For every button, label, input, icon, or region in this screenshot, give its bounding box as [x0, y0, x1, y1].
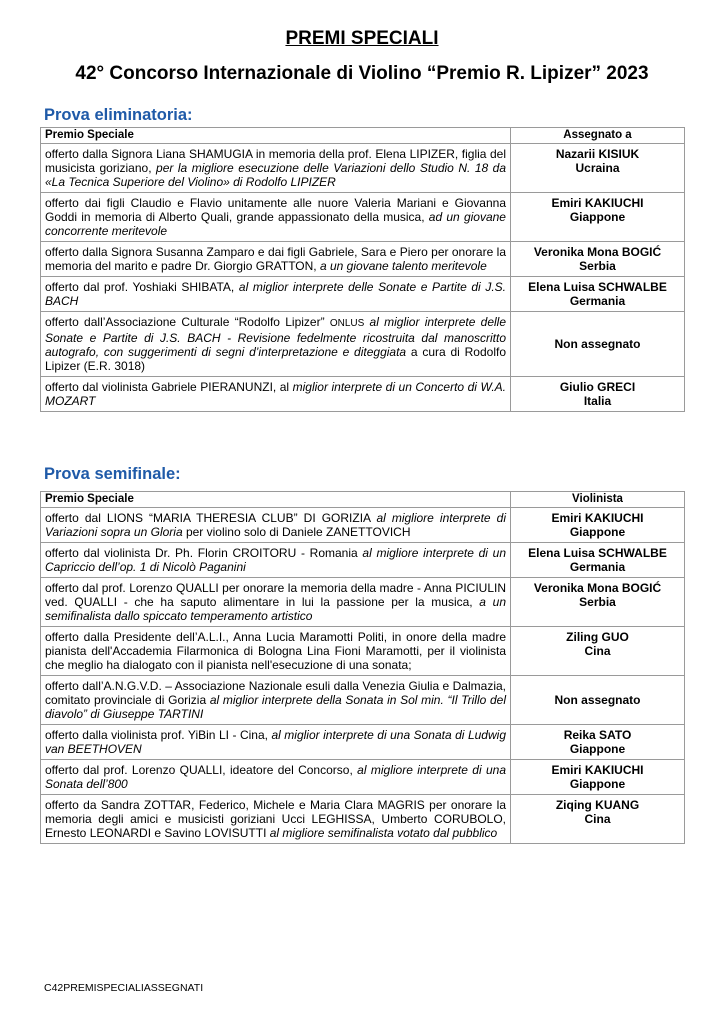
prize-description — [41, 676, 511, 725]
winner-country: Giappone — [569, 777, 626, 791]
column-header-prize: Premio Speciale — [41, 492, 511, 508]
winner-country: Cina — [584, 644, 611, 658]
prize-description — [41, 377, 511, 412]
prize-winner — [511, 627, 685, 676]
section-heading-eliminatoria: Prova eliminatoria: — [44, 106, 193, 124]
winner-country: Giappone — [569, 525, 626, 539]
winner-name: Emiri KAKIUCHI — [551, 511, 644, 525]
description-fragment: offerto dal violinista Gabriele PIERANUNZI, al — [45, 380, 293, 394]
page-title: PREMI SPECIALI — [285, 28, 439, 49]
description-fragment: a cura di Rodolfo Lipizer (E.R. 3018) — [45, 345, 506, 373]
table-row — [41, 242, 685, 277]
prize-description — [41, 760, 511, 795]
section-heading-semifinale: Prova semifinale: — [44, 465, 181, 483]
winner-name: Elena Luisa SCHWALBE — [528, 280, 667, 294]
prize-description — [41, 795, 511, 844]
table-row — [41, 578, 685, 627]
prize-description — [41, 242, 511, 277]
winner-name: Non assegnato — [554, 337, 641, 351]
prize-description — [41, 277, 511, 312]
prize-description — [41, 312, 511, 377]
winner-name: Emiri KAKIUCHI — [551, 196, 644, 210]
column-header-winner: Assegnato a — [511, 128, 685, 144]
table-row — [41, 193, 685, 242]
description-fragment: per la migliore esecuzione delle Variazioni dello Studio N. 18 da «La Tecnica Superiore del Violino» di Rodolfo LIPIZER — [45, 161, 507, 189]
prize-description — [41, 627, 511, 676]
prize-winner — [511, 543, 685, 578]
prize-winner — [511, 676, 685, 725]
winner-name: Giulio GRECI — [559, 380, 636, 394]
winner-country: Giappone — [569, 742, 626, 756]
prize-description — [41, 508, 511, 543]
prize-winner — [511, 242, 685, 277]
winner-name: Reika SATO — [563, 728, 632, 742]
winner-name: Emiri KAKIUCHI — [551, 763, 644, 777]
table-row — [41, 676, 685, 725]
winner-name: Veronika Mona BOGIĆ — [533, 245, 662, 259]
winner-country: Serbia — [579, 259, 616, 273]
document-code: C42PREMISPECIALIASSEGNATI — [44, 982, 204, 994]
prizes-table-semifinale — [40, 491, 685, 844]
winner-country: Giappone — [569, 210, 626, 224]
table-row — [41, 725, 685, 760]
description-fragment: offerto dal prof. Lorenzo QUALLI, ideatore del Concorso, — [45, 763, 358, 777]
column-header-prize: Premio Speciale — [41, 128, 511, 144]
prize-description — [41, 725, 511, 760]
winner-name: Ziqing KUANG — [555, 798, 640, 812]
winner-country: Cina — [584, 812, 611, 826]
table-row — [41, 312, 685, 377]
description-fragment: a un semifinalista dallo spiccato temperamento artistico — [45, 595, 506, 623]
description-fragment: offerto dai figli Claudio e Flavio unitamente alle nuore Valeria Mariani e Giovanna Goddi in memoria di Alberto Quali, grande appassionato della musica, — [45, 196, 506, 224]
description-fragment: offerto dal prof. Lorenzo QUALLI per onorare la memoria della madre - Anna PICIULIN ved. QUALLI - che ha saputo alimentare in lui la passione per la musica, — [45, 581, 506, 609]
table-row — [41, 760, 685, 795]
prize-description — [41, 543, 511, 578]
description-fragment: ad un giovane concorrente meritevole — [45, 210, 506, 238]
winner-country: Ucraina — [575, 161, 620, 175]
description-fragment: offerto dalla Signora Liana SHAMUGIA in memoria della prof. Elena LIPIZER, figlia del musicista goriziano, — [45, 147, 506, 175]
winner-name: Ziling GUO — [566, 630, 629, 644]
prize-winner — [511, 193, 685, 242]
prize-winner — [511, 725, 685, 760]
prize-winner — [511, 277, 685, 312]
table-row — [41, 543, 685, 578]
table-row — [41, 627, 685, 676]
prize-description — [41, 144, 511, 193]
table-row — [41, 795, 685, 844]
table-row — [41, 508, 685, 543]
prize-description — [41, 578, 511, 627]
description-fragment: offerto dall’A.N.G.V.D. – Associazione Nazionale esuli dalla Venezia Giulia e Dalmazia, comitato provinciale di Gorizia — [45, 679, 506, 707]
description-fragment: offerto dalla violinista prof. YiBin LI - Cina, — [45, 728, 272, 742]
table-row — [41, 144, 685, 193]
description-fragment: offerto dal violinista Dr. Ph. Florin CROITORU - Romania — [45, 546, 363, 560]
prize-winner — [511, 578, 685, 627]
description-fragment: offerto dal LIONS “MARIA THERESIA CLUB” DI GORIZIA — [45, 511, 377, 525]
description-fragment: ONLUS — [329, 318, 365, 329]
description-fragment: miglior interprete di un Concerto di W.A. MOZART — [45, 380, 507, 408]
prize-winner — [511, 312, 685, 377]
prize-winner — [511, 144, 685, 193]
description-fragment: offerto dalla Signora Susanna Zamparo e dai figli Gabriele, Sara e Piero per onorare la memoria del marito e padre Dr. Giorgio GRATTON, — [45, 245, 506, 273]
description-fragment: al miglior interprete della Sonata in Sol min. “Il Trillo del diavolo” di Giuseppe TARTINI — [45, 693, 506, 721]
winner-country: Serbia — [579, 595, 616, 609]
table-row — [41, 277, 685, 312]
column-header-violinist: Violinista — [511, 492, 685, 508]
description-fragment: a un giovane talento meritevole — [319, 259, 487, 273]
description-fragment: al migliore interprete di una Sonata dell’800 — [45, 763, 506, 791]
description-fragment: offerto da Sandra ZOTTAR, Federico, Michele e Maria Clara MAGRIS per onorare la memoria degli amici e musicisti goriziani Ucci LEGHISSA, Umberto CORUBOLO, Ernesto LEONARDI e Savino LOVISUTTI — [45, 798, 506, 840]
table-header-row — [41, 492, 685, 508]
description-fragment: al miglior interprete delle Sonate e Partite di J.S. BACH - Revisione fedelmente ricostruita dal manoscritto autografo, con suggerimenti di segni d’interpretazione e diteggiata — [45, 315, 506, 359]
page-subtitle: 42° Concorso Internazionale di Violino “Premio R. Lipizer” 2023 — [75, 63, 649, 84]
prize-winner — [511, 377, 685, 412]
prize-winner — [511, 508, 685, 543]
description-fragment: per violino solo di Daniele ZANETTOVICH — [182, 525, 411, 539]
description-fragment: al migliore semifinalista votato dal pubblico — [269, 826, 498, 840]
description-fragment: offerto dalla Presidente dell’A.L.I., Anna Lucia Maramotti Politi, in onore della madre pianista dell'Accademia Filarmonica di Bologna Lina Fioni Maramotti, per il violinista che meglio ha dialogato con il pianista nell'esecuzione di una sonata; — [45, 630, 506, 672]
description-fragment: al miglior interprete delle Sonate e Partite di J.S. BACH — [45, 280, 506, 308]
description-fragment: offerto dall’Associazione Culturale “Rodolfo Lipizer” — [45, 315, 330, 329]
winner-name: Elena Luisa SCHWALBE — [528, 546, 667, 560]
winner-name: Non assegnato — [554, 693, 641, 707]
winner-country: Italia — [583, 394, 612, 408]
winner-country: Germania — [569, 560, 626, 574]
prize-description — [41, 193, 511, 242]
table-row — [41, 377, 685, 412]
winner-country: Germania — [569, 294, 626, 308]
winner-name: Nazarii KISIUK — [555, 147, 640, 161]
description-fragment: al migliore interprete di Variazioni sopra un Gloria — [45, 511, 506, 539]
winner-name: Veronika Mona BOGIĆ — [533, 581, 662, 595]
prizes-table-eliminatoria — [40, 127, 685, 412]
description-fragment: al migliore interprete di un Capriccio dell’op. 1 di Nicolò Paganini — [45, 546, 506, 574]
prize-winner — [511, 795, 685, 844]
prize-winner — [511, 760, 685, 795]
description-fragment: offerto dal prof. Yoshiaki SHIBATA, — [45, 280, 239, 294]
description-fragment: al miglior interprete di una Sonata di Ludwig van BEETHOVEN — [45, 728, 506, 756]
table-header-row — [41, 128, 685, 144]
